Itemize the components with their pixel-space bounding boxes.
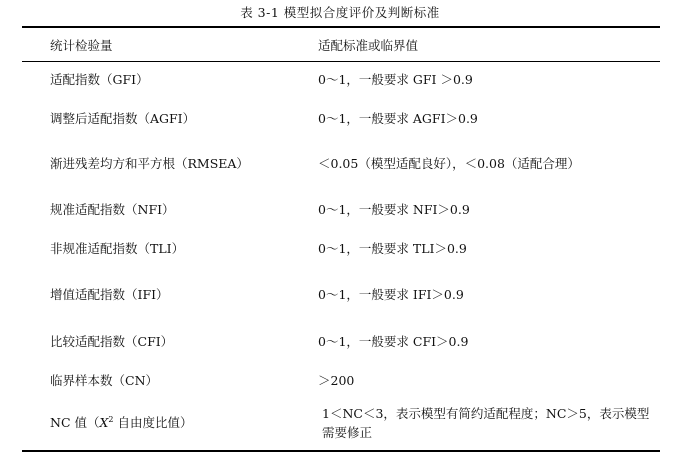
table-bottom-rule (22, 450, 660, 452)
row-criterion: 0～1，一般要求 TLI＞0.9 (318, 241, 467, 256)
row-measure: 比较适配指数（CFI） (50, 334, 174, 349)
row-criterion: 0～1，一般要求 IFI＞0.9 (318, 287, 464, 302)
chi-square-exponent: 2 (108, 415, 114, 424)
header-measure: 统计检验量 (50, 38, 113, 53)
row-criterion: ＜0.05（模型适配良好），＜0.08（适配合理） (318, 156, 580, 171)
row-measure: 渐进残差均方和平方根（RMSEA） (50, 156, 249, 171)
row-measure: 临界样本数（CN） (50, 373, 159, 388)
row-criterion: 0～1，一般要求 CFI＞0.9 (318, 334, 469, 349)
row-measure: 增值适配指数（IFI） (50, 287, 169, 302)
nc-label-suffix: 自由度比值） (113, 415, 193, 430)
chi-square-symbol: X (99, 415, 109, 430)
row-criterion: 0～1，一般要求 NFI＞0.9 (318, 202, 470, 217)
row-measure: 适配指数（GFI） (50, 72, 149, 87)
row-criterion-nc: 1＜NC＜3，表示模型有简约适配程度；NC＞5，表示模型需要修正 (322, 406, 650, 440)
row-measure: 规准适配指数（NFI） (50, 202, 175, 217)
row-criterion: ＞200 (318, 373, 355, 388)
row-measure: 调整后适配指数（AGFI） (50, 111, 196, 126)
row-criterion: 0～1，一般要求 AGFI＞0.9 (318, 111, 478, 126)
nc-label-prefix: NC 值（ (50, 415, 100, 430)
table-caption: 表 3-1 模型拟合度评价及判断标准 (240, 5, 440, 20)
row-measure-nc (50, 415, 192, 431)
header-criterion: 适配标准或临界值 (318, 38, 419, 53)
row-measure: 非规准适配指数（TLI） (50, 241, 185, 256)
row-criterion: 0～1，一般要求 GFI ＞0.9 (318, 72, 473, 87)
table-top-rule (22, 26, 660, 28)
table-header-rule (22, 61, 660, 62)
